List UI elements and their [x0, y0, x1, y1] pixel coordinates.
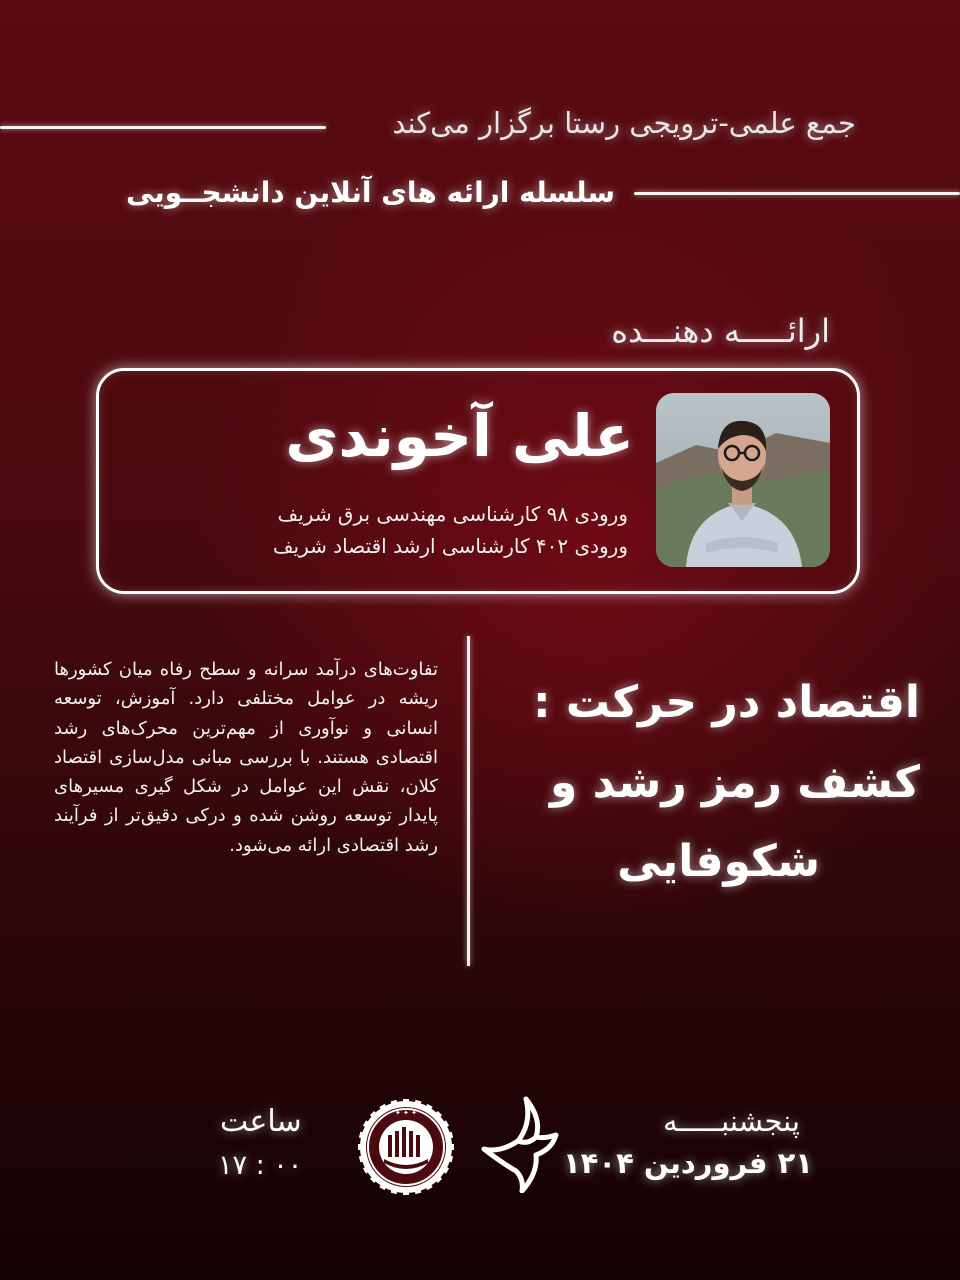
sharif-university-seal-icon	[358, 1099, 454, 1195]
event-date: ۲۱ فروردین ۱۴۰۴	[562, 1146, 813, 1180]
event-day: پنجشنبـــــه	[663, 1104, 800, 1138]
time-label: ساعت	[220, 1104, 302, 1139]
rasta-logo-icon	[478, 1093, 562, 1193]
talk-title-line-1: اقتصاد در حرکت :	[532, 677, 920, 728]
series-title: سلسله ارائه های آنلاین دانشجــویی	[125, 176, 615, 209]
presenter-label: ارائـــــه دهنـــده	[611, 312, 830, 350]
organizer-text: جمع علمی-ترویجی رستا برگزار می‌کند	[392, 106, 856, 140]
organizer-rule	[0, 126, 326, 129]
speaker-bio-line-1: ورودی ۹۸ کارشناسی مهندسی برق شریف	[277, 502, 628, 526]
event-time: ۱۷ : ۰۰	[218, 1150, 303, 1181]
speaker-name: علی آخوندی	[285, 402, 634, 470]
talk-title-line-3: شکوفایی	[617, 836, 820, 887]
speaker-portrait-icon	[656, 393, 830, 567]
svg-text:✦ ✦ ✦: ✦ ✦ ✦	[394, 1109, 418, 1117]
speaker-bio-line-2: ورودی ۴۰۲ کارشناسی ارشد اقتصاد شریف	[272, 534, 628, 558]
vertical-divider	[467, 636, 470, 966]
talk-abstract: تفاوت‌های درآمد سرانه و سطح رفاه میان کشورها ریشه در عوامل مختلفی دارد. آموزش، توسعه انسانی و نوآوری از مهم‌ترین محرک‌های رشد اقتصادی هستند. با بررسی مبانی مدل‌سازی اقتصاد کلان، نقش این عوامل در شکل گیری مسیرهای پایدار توسعه روشن شده و درکی دقیق‌تر از فرآیند رشد اقتصادی ارائه می‌شود.	[54, 659, 438, 856]
talk-title-line-2: کشف رمز رشد و	[549, 757, 920, 808]
speaker-photo	[656, 393, 830, 567]
series-rule	[634, 192, 960, 195]
